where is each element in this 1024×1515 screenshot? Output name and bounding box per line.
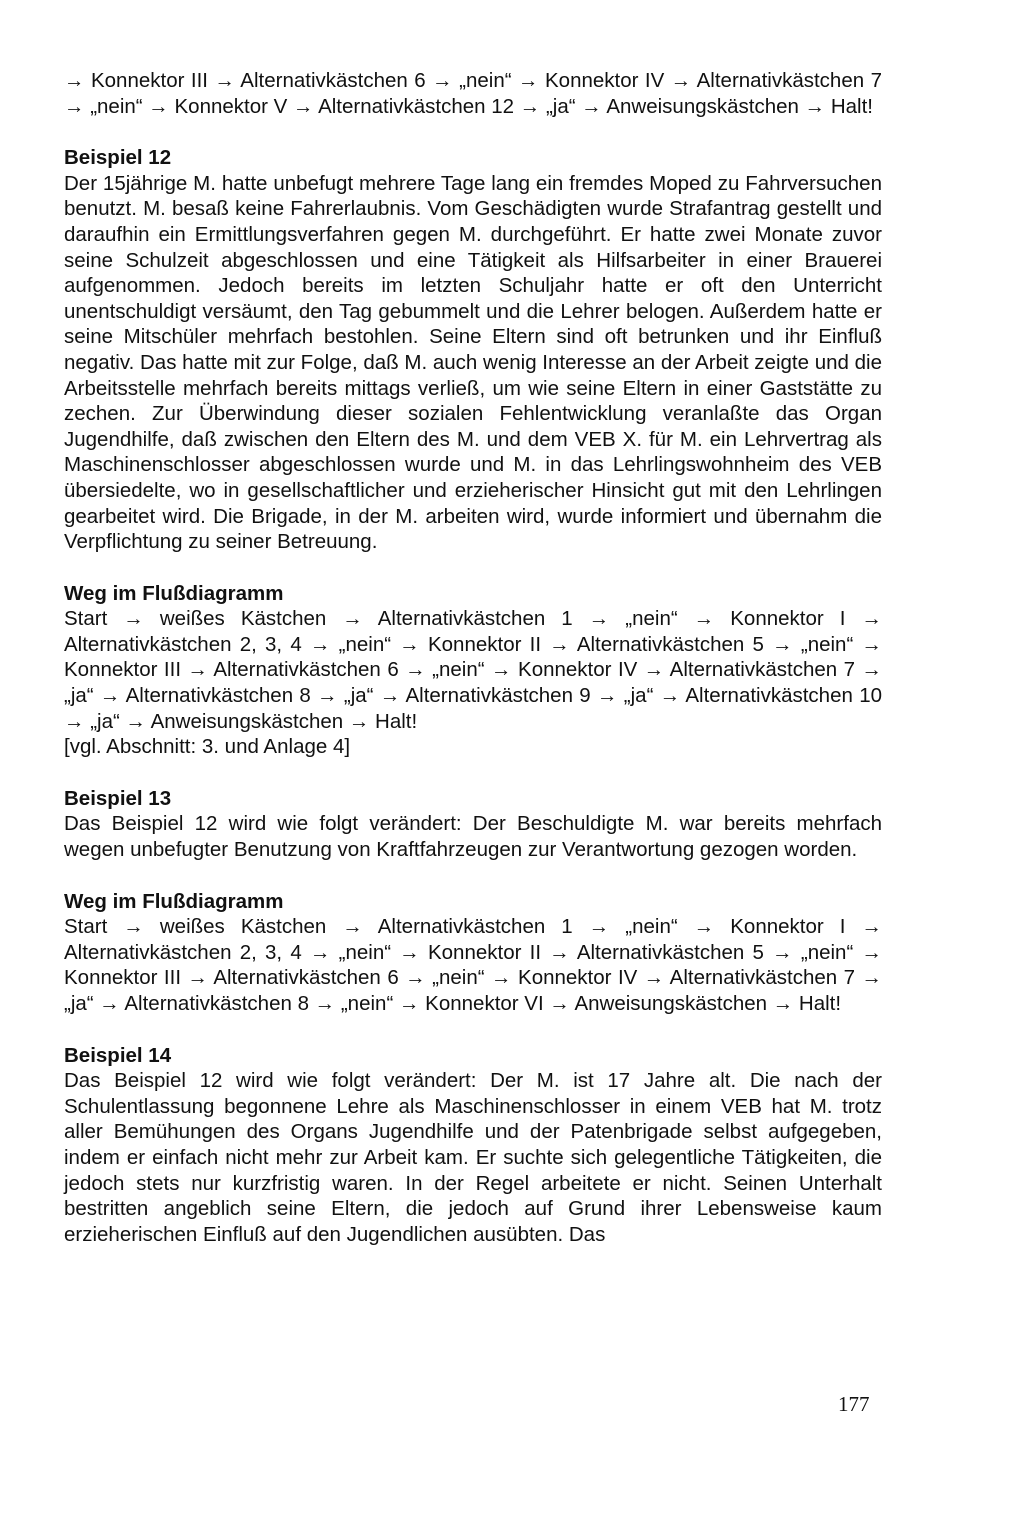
- example-13-heading: Beispiel 13: [64, 786, 172, 810]
- flow-13-text: Start → weißes Kästchen → Alternativkästchen 1 → „nein“ → Konnektor I → Alternativkästchen 2, 3, 4 → „nein“ → Konnektor II → Alternativkästchen 5 → „nein“ → Konnektor III → Alternativkästchen 6 → „nein“ → Konnektor IV → Alternativkästchen 7 → „ja“ → Alternativkästchen 8 → „nein“ → Konnektor VI → Anweisungskästchen → Halt!: [64, 915, 882, 1015]
- page-number: 177: [838, 1392, 870, 1416]
- example-13-section: [64, 786, 882, 863]
- example-12-text: Der 15jährige M. hatte unbefugt mehrere Tage lang ein fremdes Moped zu Fahrversuchen benutzt. M. besaß keine Fahrerlaubnis. Vom Geschädigten wurde Strafantrag gestellt und daraufhin ein Ermittlungsverfahren gegen M. durchgeführt. Er hatte zwei Monate zuvor seine Schulzeit abgeschlossen und eine Tätigkeit als Hilfsarbeiter in einer Brauerei aufgenommen. Jedoch bereits im letzten Schuljahr hatte er oft den Unterricht unentschuldigt versäumt, den Tag gebummelt und die Lehrer belogen. Außerdem hatte er seine Mitschüler mehrfach bestohlen. Seine Eltern sind oft betrunken und ihr Einfluß negativ. Das hatte mit zur Folge, daß M. auch wenig Interesse an der Arbeit zeigte und die Arbeitsstelle mehrfach bereits mittags verließ, um wie seine Eltern in einer Gaststätte zu zechen. Zur Überwindung dieser sozialen Fehlentwicklung veranlaßte das Organ Jugendhilfe, daß zwischen den Eltern des M. und dem VEB X. für M. ein Lehrvertrag als Maschinenschlosser abgeschlossen wurde und M. in das Lehrlingswohnheim des VEB übersiedelte, wo in gesellschaftlicher und erzieherischer Hinsicht gut mit den Lehrlingen gearbeitet wird. Die Brigade, in der M. arbeiten wird, wurde informiert und übernahm die Verpflichtung zu seiner Betreuung.: [64, 171, 882, 554]
- flow-13-heading: Weg im Flußdiagramm: [64, 889, 284, 913]
- example-14-section: [64, 1043, 882, 1248]
- page-body: [64, 68, 882, 1247]
- example-12-section: [64, 145, 882, 555]
- example-12-heading: Beispiel 12: [64, 146, 172, 170]
- flow-12-heading: Weg im Flußdiagramm: [64, 581, 284, 605]
- example-13-text: Das Beispiel 12 wird wie folgt verändert: Der Beschuldigte M. war bereits mehrfach wegen unbefugter Benutzung von Kraftfahrzeugen zur Verantwortung gezogen worden.: [64, 812, 882, 862]
- intro-paragraph: → Konnektor III → Alternativkästchen 6 → „nein“ → Konnektor IV → Alternativkästchen 7 → „nein“ → Konnektor V → Alternativkästchen 12 → „ja“ → Anweisungskästchen → Halt!: [64, 69, 882, 118]
- example-14-heading: Beispiel 14: [64, 1043, 172, 1067]
- example-14-text: Das Beispiel 12 wird wie folgt verändert: Der M. ist 17 Jahre alt. Die nach der Schulentlassung begonnene Lehre als Maschinenschlosser in einem VEB hat M. trotz aller Bemühungen des Organs Jugendhilfe und der Patenbrigade selbst aufgegeben, indem er einfach nicht mehr zur Arbeit kam. Er suchte sich gelegentliche Tätigkeiten, die jedoch stets nur kurzfristig waren. In der Regel arbeitete er nicht. Seinen Unterhalt bestritten angeblich seine Eltern, die jedoch auf Grund ihrer Lebensweise kaum erzieherischen Einfluß auf den Jugendlichen ausübten. Das: [64, 1069, 882, 1246]
- flow-12-reference: [vgl. Abschnitt: 3. und Anlage 4]: [64, 735, 351, 759]
- flow-12-section: [64, 581, 882, 760]
- flow-12-text: Start → weißes Kästchen → Alternativkästchen 1 → „nein“ → Konnektor I → Alternativkästchen 2, 3, 4 → „nein“ → Konnektor II → Alternativkästchen 5 → „nein“ → Konnektor III → Alternativkästchen 6 → „nein“ → Konnektor IV → Alternativkästchen 7 → „ja“ → Alternativkästchen 8 → „ja“ → Alternativkästchen 9 → „ja“ → Alternativkästchen 10 → „ja“ → Anweisungskästchen → Halt!: [64, 607, 882, 733]
- flow-13-section: [64, 889, 882, 1017]
